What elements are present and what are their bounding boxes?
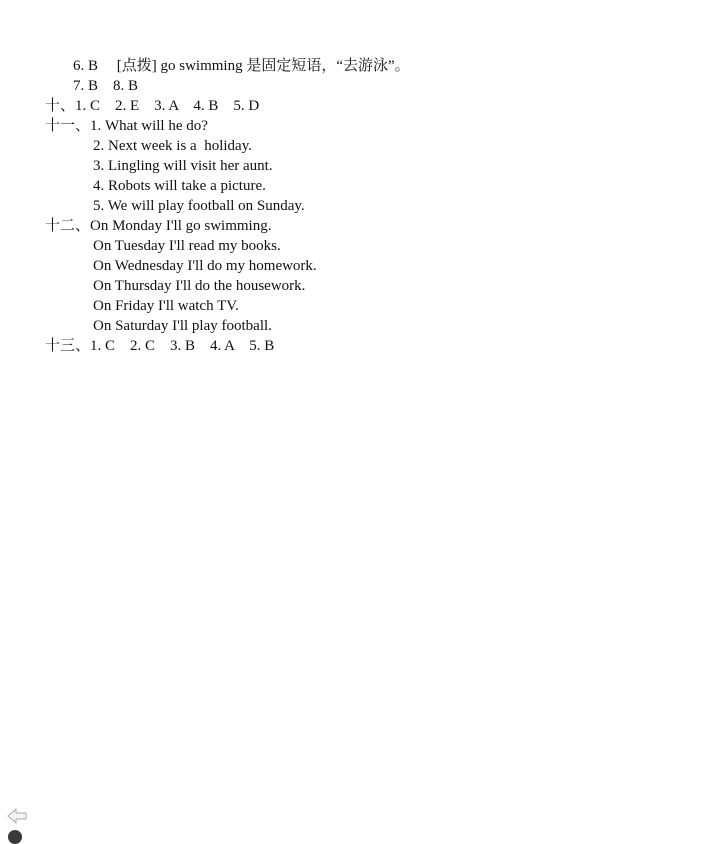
section-12-thursday: On Thursday I'll do the housework. [93, 278, 306, 294]
section-11-item-4: 4. Robots will take a picture. [93, 178, 266, 194]
section-11-item-2: 2. Next week is a holiday. [93, 138, 252, 154]
section-12-monday: 十二、On Monday I'll go swimming. [45, 218, 272, 234]
section-12-friday: On Friday I'll watch TV. [93, 298, 239, 314]
answer-line-6: 6. B [点拨] go swimming 是固定短语，“去游泳”。 [73, 58, 410, 74]
section-11-item-3: 3. Lingling will visit her aunt. [93, 158, 273, 174]
page-corner-button[interactable] [8, 830, 22, 844]
section-11-item-5: 5. We will play football on Sunday. [93, 198, 305, 214]
section-13-answers: 十三、1. C 2. C 3. B 4. A 5. B [45, 338, 275, 354]
section-11-item-1: 十一、1. What will he do? [45, 118, 208, 134]
back-arrow-icon[interactable] [6, 806, 28, 826]
section-12-tuesday: On Tuesday I'll read my books. [93, 238, 281, 254]
answer-line-7-8: 7. B 8. B [73, 78, 139, 94]
section-10-answers: 十、1. C 2. E 3. A 4. B 5. D [45, 98, 260, 114]
section-12-wednesday: On Wednesday I'll do my homework. [93, 258, 317, 274]
section-12-saturday: On Saturday I'll play football. [93, 318, 272, 334]
